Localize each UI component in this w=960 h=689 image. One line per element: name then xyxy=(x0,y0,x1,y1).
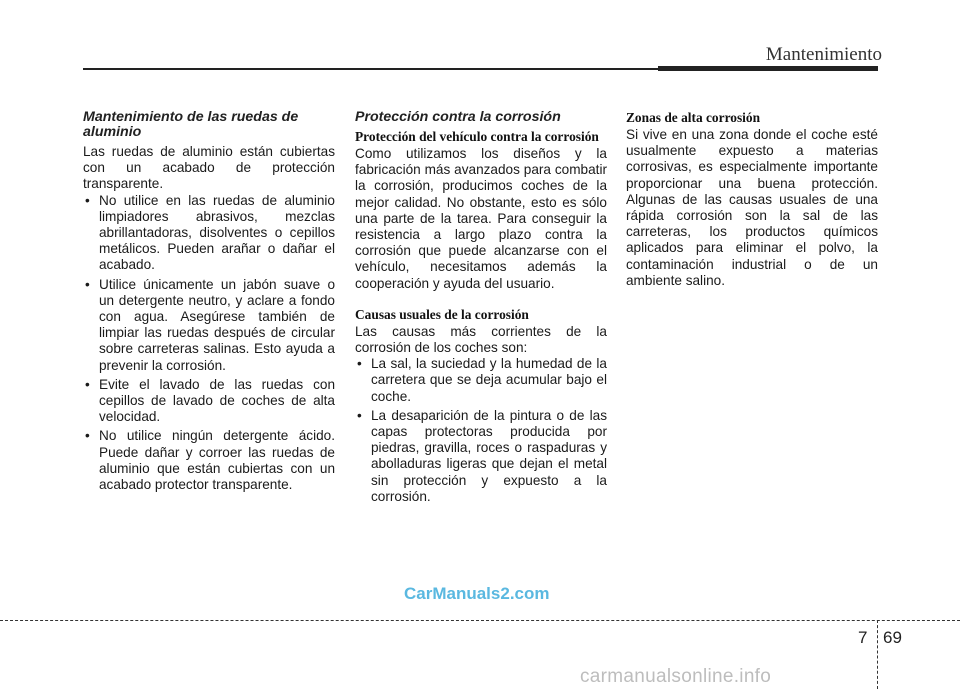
subheading-corrosion-causes: Causas usuales de la corrosión xyxy=(355,306,529,322)
column-high-corrosion xyxy=(626,110,878,289)
column-wheels xyxy=(83,110,335,496)
wheels-bullet-list xyxy=(83,193,335,494)
corrosion-para: Como utilizamos los diseños y la fabricación más avanzados para combatir la corrosión, producimos coches de la mejor calidad. No obstante, esto es sólo una parte de la tarea. Para conseguir la resistencia a largo plazo contra la corrosión que puede alcanzarse con el vehículo, necesitamos además la cooperación y ayuda del usuario. xyxy=(355,146,607,291)
list-item: • No utilice en las ruedas de aluminio limpiadores abrasivos, mezclas abrillantadoras, disolventes o cepillos metálicos. Pueden arañar o dañar el acabado. xyxy=(83,193,335,274)
page-number: 69 xyxy=(883,628,902,647)
wheels-intro: Las ruedas de aluminio están cubiertas con un acabado de protección transparente. xyxy=(83,144,335,192)
heading-aluminum-wheels: Mantenimiento de las ruedas de aluminio xyxy=(83,109,299,140)
causes-intro: Las causas más corrientes de la corrosión de los coches son: xyxy=(355,323,607,356)
list-item: • Utilice únicamente un jabón suave o un detergente neutro, y aclare a fondo con agua. Asegúrese también de limpiar las ruedas después de circular sobre carreteras salinas. Esto ayuda a prevenir la corrosión. xyxy=(83,277,335,374)
section-title: Mantenimiento xyxy=(765,44,882,65)
source-watermark: carmanualsonline.info xyxy=(580,666,772,687)
header-rule xyxy=(83,68,658,70)
subheading-high-corrosion: Zonas de alta corrosión xyxy=(626,110,761,125)
list-item: • No utilice ningún detergente ácido. Puede dañar y corroer las ruedas de aluminio que están cubiertas con un acabado protector transparente. xyxy=(83,428,335,493)
subheading-vehicle-protection: Protección del vehículo contra la corrosión xyxy=(355,129,599,144)
list-item: • La desaparición de la pintura o de las capas protectoras producida por piedras, gravilla, roces o raspaduras y abolladuras ligeras que dejan el metal sin protección y expuesto a la corrosión. xyxy=(355,408,607,505)
footer-rule xyxy=(0,620,960,621)
watermark-link[interactable]: CarManuals2.com xyxy=(404,584,550,603)
causes-bullet-list xyxy=(355,356,607,505)
high-corrosion-para: Si vive en una zona donde el coche esté usualmente expuesto a materias corrosivas, es especialmente importante proporcionar una buena protección. Algunas de las causas usuales de una rápida corrosión son la sal de las carreteras, los productos químicos aplicados para eliminar el polvo, la contaminación industrial o de un ambiente salino. xyxy=(626,127,878,288)
chapter-number: 7 xyxy=(858,628,868,647)
header-bar xyxy=(658,66,878,71)
list-item: • Evite el lavado de las ruedas con cepillos de lavado de coches de alta velocidad. xyxy=(83,377,335,426)
footer-divider xyxy=(877,620,878,689)
list-item: • La sal, la suciedad y la humedad de la carretera que se deja acumular bajo el coche. xyxy=(355,356,607,405)
column-corrosion xyxy=(355,110,607,508)
heading-corrosion-protection: Protección contra la corrosión xyxy=(355,109,561,125)
